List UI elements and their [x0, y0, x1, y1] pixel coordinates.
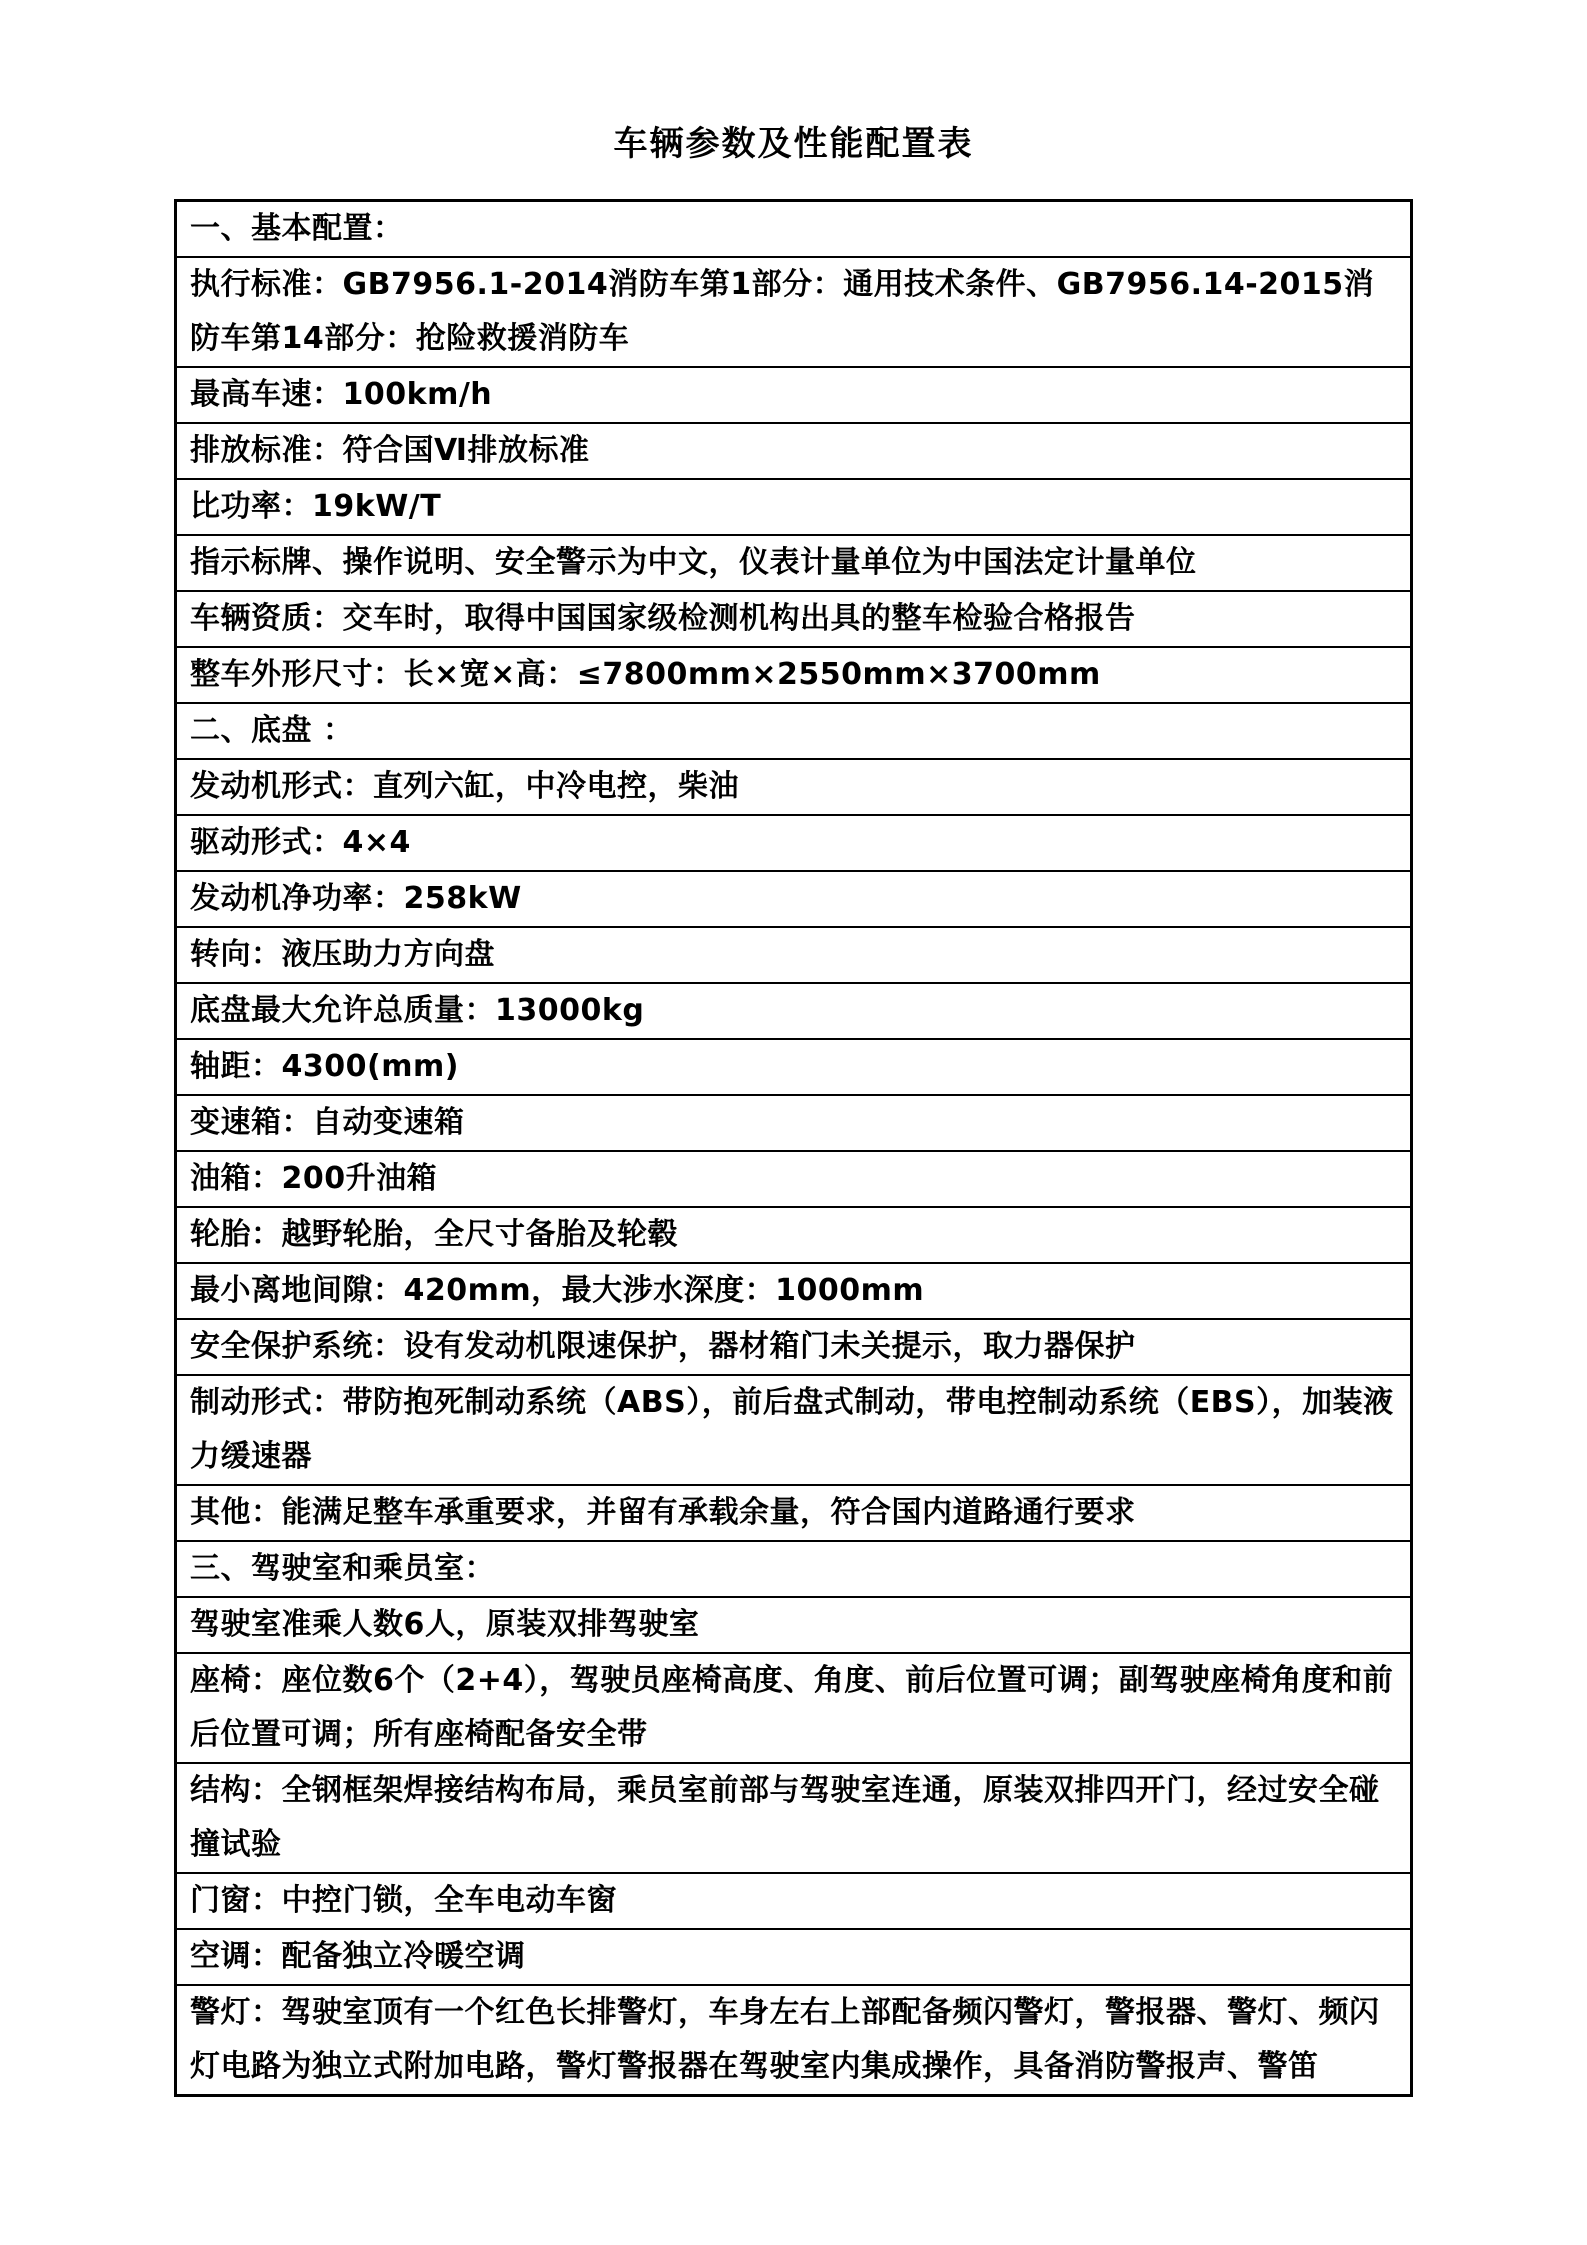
row-text: 转向：液压助力方向盘 — [190, 937, 495, 972]
row-text: 制动形式：带防抱死制动系统（ABS），前后盘式制动，带电控制动系统（EBS），加装液力缓速器 — [190, 1385, 1394, 1474]
table-row — [177, 1206, 1410, 1262]
row-text: 门窗：中控门锁，全车电动车窗 — [190, 1883, 617, 1918]
table-row — [177, 478, 1410, 534]
row-text: 指示标牌、操作说明、安全警示为中文，仪表计量单位为中国法定计量单位 — [190, 545, 1197, 580]
table-row — [177, 702, 1410, 758]
row-text: 比功率：19kW/T — [190, 489, 442, 524]
table-row — [177, 1762, 1410, 1872]
row-text: 整车外形尺寸：长×宽×高：≤7800mm×2550mm×3700mm — [190, 657, 1101, 692]
table-row — [177, 590, 1410, 646]
row-text: 车辆资质：交车时，取得中国国家级检测机构出具的整车检验合格报告 — [190, 601, 1136, 636]
row-text: 驱动形式：4×4 — [190, 825, 411, 860]
table-row — [177, 422, 1410, 478]
row-text: 轮胎：越野轮胎，全尺寸备胎及轮毂 — [190, 1217, 678, 1252]
table-row — [177, 1872, 1410, 1928]
table-row — [177, 1484, 1410, 1540]
table-row — [177, 1540, 1410, 1596]
table-row — [177, 1038, 1410, 1094]
table-row — [177, 1596, 1410, 1652]
table-row — [177, 202, 1410, 256]
row-text: 空调：配备独立冷暖空调 — [190, 1939, 526, 1974]
row-text: 发动机净功率：258kW — [190, 881, 522, 916]
row-text: 最小离地间隙：420mm，最大涉水深度：1000mm — [190, 1273, 925, 1308]
row-text: 驾驶室准乘人数6人，原装双排驾驶室 — [190, 1607, 700, 1642]
row-text: 执行标准：GB7956.1-2014消防车第1部分：通用技术条件、GB7956.14-2015消防车第14部分：抢险救援消防车 — [190, 267, 1375, 356]
table-row — [177, 1374, 1410, 1484]
table-row — [177, 1262, 1410, 1318]
row-text: 安全保护系统：设有发动机限速保护，器材箱门未关提示，取力器保护 — [190, 1329, 1136, 1364]
table-row — [177, 646, 1410, 702]
row-text: 二、底盘 ： — [190, 713, 354, 748]
table-row — [177, 870, 1410, 926]
table-row — [177, 758, 1410, 814]
table-row — [177, 814, 1410, 870]
row-text: 警灯：驾驶室顶有一个红色长排警灯，车身左右上部配备频闪警灯，警报器、警灯、频闪灯电路为独立式附加电路，警灯警报器在驾驶室内集成操作，具备消防警报声、警笛 — [190, 1995, 1380, 2084]
row-text: 一、基本配置： — [190, 211, 404, 246]
row-text: 排放标准：符合国Ⅵ排放标准 — [190, 433, 590, 468]
row-text: 油箱：200升油箱 — [190, 1161, 438, 1196]
row-text: 最高车速：100km/h — [190, 377, 493, 412]
row-text: 轴距：4300(mm) — [190, 1049, 459, 1084]
row-text: 结构：全钢框架焊接结构布局，乘员室前部与驾驶室连通，原装双排四开门，经过安全碰撞试验 — [190, 1773, 1380, 1862]
table-row — [177, 1652, 1410, 1762]
page-title: 车辆参数及性能配置表 — [613, 124, 974, 164]
spec-table — [174, 199, 1413, 2097]
table-row — [177, 366, 1410, 422]
row-text: 变速箱：自动变速箱 — [190, 1105, 465, 1140]
row-text: 三、驾驶室和乘员室： — [190, 1551, 495, 1586]
table-row — [177, 926, 1410, 982]
table-row — [177, 1984, 1410, 2094]
table-row — [177, 1318, 1410, 1374]
row-text: 发动机形式：直列六缸，中冷电控，柴油 — [190, 769, 739, 804]
table-row — [177, 534, 1410, 590]
table-row — [177, 1150, 1410, 1206]
table-row — [177, 1928, 1410, 1984]
row-text: 底盘最大允许总质量：13000kg — [190, 993, 645, 1028]
row-text: 座椅：座位数6个（2+4），驾驶员座椅高度、角度、前后位置可调；副驾驶座椅角度和前后位置可调；所有座椅配备安全带 — [190, 1663, 1394, 1752]
table-row — [177, 982, 1410, 1038]
row-text: 其他：能满足整车承重要求，并留有承载余量，符合国内道路通行要求 — [190, 1495, 1136, 1530]
table-row — [177, 256, 1410, 366]
table-row — [177, 1094, 1410, 1150]
